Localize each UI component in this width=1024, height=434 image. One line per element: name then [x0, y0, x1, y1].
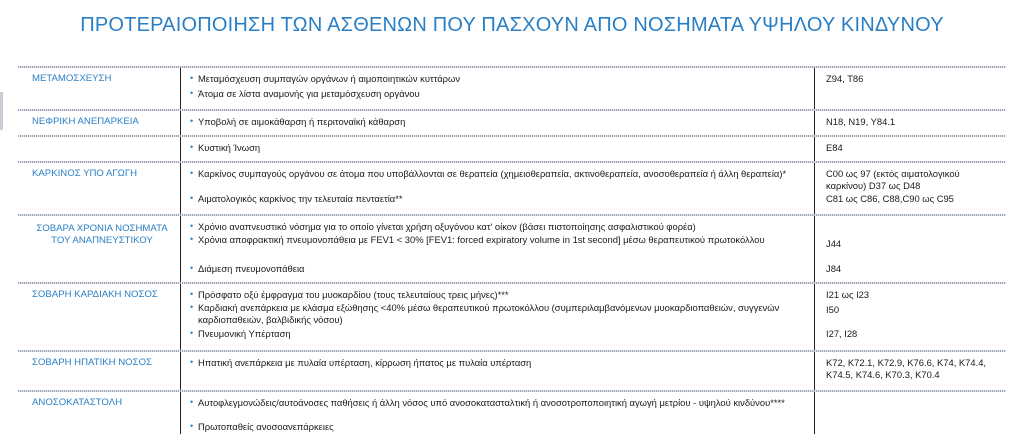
bullet-item: • Πρόσφατο οξύ έμφραγμα του μυοκαρδίου (τους τελευταίους τρεις μήνες)*** — [190, 289, 509, 300]
category-label: ΑΝΟΣΟΚΑΤΑΣΤΟΛΗ — [32, 397, 123, 408]
row-separator — [18, 109, 1006, 111]
bullet-item: • Αυτοφλεγμονώδεις/αυτοάνοσες παθήσεις ή άλλη νόσος υπό ανοσοκατασταλτική ή ανοσοτροποποιητική αγωγή μετρίου - υψηλού κινδύνου**** — [190, 397, 785, 408]
icd-codes: J84 — [826, 263, 842, 274]
bullet-item: • Διάμεση πνευμονοπάθεια — [190, 263, 305, 274]
row-separator — [18, 161, 1006, 163]
table-row-immunosuppression — [18, 390, 1006, 434]
icd-codes: K72, K72.1, K72.9, K76.6, K74, K74.4, K74.5, K74.6, K70.3, K70.4 — [826, 357, 987, 380]
icd-codes: C00 ως 97 (εκτός αιματολογικού καρκίνου) D37 ως D48 — [826, 168, 960, 191]
bullet-item: • Χρόνιο αναπνευστικό νόσημα για το οποίο γίνεται χρήση οξυγόνου κατ' οίκον (βάσει πιστοποίησης ασφαλιστικού φορέα) — [190, 221, 696, 232]
icd-codes: E84 — [826, 142, 843, 153]
table-row-hepatic — [18, 350, 1006, 390]
icd-codes: I50 — [826, 304, 840, 315]
row-separator — [18, 135, 1006, 137]
category-label: ΣΟΒΑΡΗ ΗΠΑΤΙΚΗ ΝΟΣΟΣ — [32, 357, 152, 368]
table-row-transplant — [18, 66, 1006, 108]
category-label: ΣΟΒΑΡΗ ΚΑΡΔΙΑΚΗ ΝΟΣΟΣ — [32, 289, 158, 300]
bullet-icon: • — [190, 234, 194, 244]
table-subrow-cystic-fibrosis — [18, 135, 1006, 161]
risk-table — [18, 66, 1006, 434]
category-label: ΣΟΒΑΡΑ ΧΡΟΝΙΑ ΝΟΣΗΜΑΤΑ ΤΟΥ ΑΝΑΠΝΕΥΣΤΙΚΟΥ — [36, 223, 168, 246]
row-separator — [18, 350, 1006, 352]
bullet-item: • Υποβολή σε αιμοκάθαρση ή περιτοναϊκή κάθαρση — [190, 116, 406, 127]
category-label: ΜΕΤΑΜΟΣΧΕΥΣΗ — [32, 73, 112, 84]
bullet-icon: • — [190, 302, 194, 312]
table-row-cancer — [18, 161, 1006, 214]
bullet-icon: • — [190, 397, 194, 407]
category-label: ΚΑΡΚΙΝΟΣ ΥΠΟ ΑΓΩΓΗ — [32, 168, 138, 179]
bullet-icon: • — [190, 263, 194, 273]
bullet-item: • Αιματολογικός καρκίνος την τελευταία πενταετία** — [190, 193, 403, 204]
bullet-icon: • — [190, 289, 194, 299]
bullet-item: • Μεταμόσχευση συμπαγών οργάνων ή αιμοποιητικών κυττάρων — [190, 73, 461, 84]
row-separator — [18, 214, 1006, 216]
bullet-item: • Καρδιακή ανεπάρκεια με κλάσμα εξώθησης <40% μέσω θεραπευτικού πρωτοκόλλου (συμπεριλαμβανόμενων μυοκαρδιοπαθειών, συγγενών καρδιοπαθειών, βαλβιδικής νόσου) — [190, 302, 780, 325]
icd-codes: I27, I28 — [826, 328, 858, 339]
icd-codes: N18, N19, Y84.1 — [826, 116, 896, 127]
row-separator — [18, 66, 1006, 68]
row-separator — [18, 282, 1006, 284]
bullet-icon: • — [190, 357, 194, 367]
bullet-item: • Κυστική Ίνωση — [190, 142, 261, 153]
table-row-respiratory — [18, 214, 1006, 282]
bullet-icon: • — [190, 88, 194, 98]
page-title: ΠΡΟΤΕΡΑΙΟΠΟΙΗΣΗ ΤΩΝ ΑΣΘΕΝΩΝ ΠΟΥ ΠΑΣΧΟΥΝ ΑΠΟ ΝΟΣΗΜΑΤΑ ΥΨΗΛΟΥ ΚΙΝΔΥΝΟΥ — [80, 14, 944, 36]
category-label: ΝΕΦΡΙΚΗ ΑΝΕΠΑΡΚΕΙΑ — [32, 116, 139, 127]
table-row-cardiac — [18, 282, 1006, 350]
bullet-icon: • — [190, 168, 194, 178]
bullet-icon: • — [190, 116, 194, 126]
bullet-item: • Άτομα σε λίστα αναμονής για μεταμόσχευση οργάνου — [190, 88, 420, 99]
bullet-item: • Χρόνια αποφρακτική πνευμονοπάθεια με FEV1 < 30% [FEV1: forced expiratory volume in 1st second] μέσω θεραπευτικού πρωτοκόλλου — [190, 234, 765, 245]
bullet-icon: • — [190, 421, 194, 431]
icd-codes: Z94, T86 — [826, 73, 864, 84]
bullet-item: • Πνευμονική Υπέρταση — [190, 328, 291, 339]
left-edge-tab — [0, 92, 3, 130]
icd-codes: J44 — [826, 238, 842, 249]
bullet-icon: • — [190, 328, 194, 338]
bullet-icon: • — [190, 142, 194, 152]
bullet-icon: • — [190, 193, 194, 203]
bullet-item: • Πρωτοπαθείς ανοσοανεπάρκειες — [190, 421, 334, 432]
bullet-item: • Καρκίνος συμπαγούς οργάνου σε άτομα που υποβάλλονται σε θεραπεία (χημειοθεραπεία, ακτινοθεραπεία, ανοσοθεραπεία ή άλλη θεραπεία)* — [190, 168, 787, 179]
icd-codes: C81 ως C86, C88,C90 ως C95 — [826, 193, 954, 204]
row-separator — [18, 390, 1006, 392]
bullet-item: • Ηπατική ανεπάρκεια με πυλαία υπέρταση, κίρρωση ήπατος με πυλαία υπέρταση — [190, 357, 532, 368]
bullet-icon: • — [190, 73, 194, 83]
icd-codes: I21 ως I23 — [826, 289, 870, 300]
bullet-icon: • — [190, 221, 194, 231]
